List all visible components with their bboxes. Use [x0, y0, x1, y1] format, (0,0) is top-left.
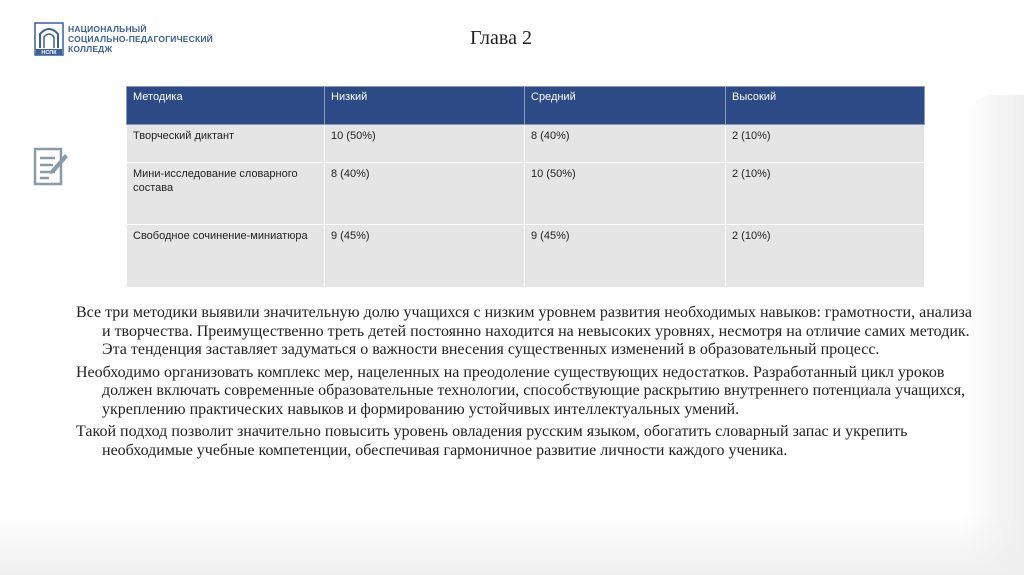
- column-header-high: Высокий: [726, 87, 925, 125]
- logo-text: [68, 24, 213, 54]
- cell-medium: 10 (50%): [525, 163, 726, 225]
- table-header-row: [127, 87, 925, 125]
- table-row: [127, 163, 925, 225]
- cell-medium: 9 (45%): [525, 225, 726, 288]
- slide-title: Глава 2: [470, 27, 532, 49]
- logo-line-1: НАЦИОНАЛЬНЫЙ: [68, 24, 147, 34]
- column-header-medium: Средний: [525, 87, 726, 125]
- college-logo: [34, 22, 213, 56]
- cell-low: 10 (50%): [325, 125, 525, 163]
- cell-high: 2 (10%): [726, 125, 925, 163]
- cell-method: Мини-исследование словарного состава: [127, 163, 325, 225]
- cell-method: Свободное сочинение-миниатюра: [127, 225, 325, 288]
- cell-medium: 8 (40%): [525, 125, 726, 163]
- paragraph-2: Необходимо организовать комплекс мер, нацеленных на преодоление существующих недостатков. Разработанный цикл уроков должен включать современные образовательные технологии, способствующие раскрытию внутреннего потенциала учащихся, укреплению практических навыков и формированию устойчивых интеллектуальных умений.: [76, 363, 966, 418]
- table-row: [127, 225, 925, 288]
- results-table: [126, 86, 925, 288]
- table-row: [127, 125, 925, 163]
- cell-low: 8 (40%): [325, 163, 525, 225]
- college-emblem-icon: [34, 22, 64, 56]
- conclusion-text: [76, 304, 976, 464]
- paragraph-1: Все три методики выявили значительную долю учащихся с низким уровнем развития необходимых навыков: грамотности, анализа и творчества. Преимущественно треть детей постоянно находится на невысоких уровнях, несмотря на отличие самих методик. Эта тенденция заставляет задуматься о важности внесения существенных изменений в образовательный процесс.: [76, 304, 972, 358]
- paragraph-3: Такой подход позволит значительно повысить уровень овладения русским языком, обогатить словарный запас и укрепить необходимые учебные компетенции, обеспечивая гармоничное развитие личности каждого ученика.: [76, 423, 908, 459]
- logo-line-2: СОЦИАЛЬНО-ПЕДАГОГИЧЕСКИЙ: [68, 34, 213, 44]
- logo-abbreviation: НСПК: [41, 50, 57, 56]
- cell-high: 2 (10%): [726, 163, 925, 225]
- document-edit-icon: [33, 146, 69, 188]
- column-header-method: Методика: [127, 87, 325, 125]
- cell-high: 2 (10%): [726, 225, 925, 288]
- column-header-low: Низкий: [325, 87, 525, 125]
- background-fade: [0, 515, 1024, 575]
- logo-line-3: КОЛЛЕДЖ: [68, 44, 113, 54]
- cell-low: 9 (45%): [325, 225, 525, 288]
- cell-method: Творческий диктант: [127, 125, 325, 163]
